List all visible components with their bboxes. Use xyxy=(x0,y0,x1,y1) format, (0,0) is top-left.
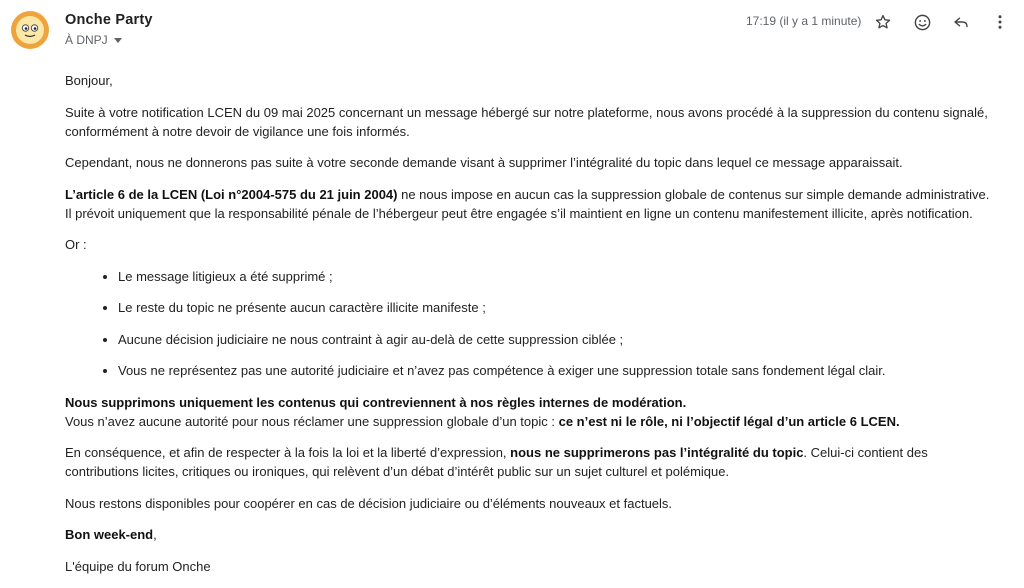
paragraph-refusal: Cependant, nous ne donnerons pas suite à votre seconde demande visant à supprimer l’intégralité du topic dans lequel ce message apparaissait. xyxy=(65,155,903,170)
conclusion-bold: nous ne supprimerons pas l’intégralité du topic xyxy=(510,445,804,460)
list-item: • Le message litigieux a été supprimé ; xyxy=(118,267,995,286)
conclusion-end: . Celui-ci contient des contributions licites, critiques ou ironiques, qui relèvent d’un débat d’intérêt public sur un sujet culturel et polémique. xyxy=(65,445,928,479)
lcen-article-text: ne nous impose en aucun cas la suppression globale de contenus sur simple demande administrative. Il prévoit uniquement que la responsabilité pénale de l’hébergeur peut être engagée s’il maintient en ligne un contenu manifestement illicite, après notification. xyxy=(65,186,990,221)
greeting: Bonjour, xyxy=(65,73,113,88)
sender-avatar[interactable] xyxy=(11,11,49,49)
signature: L'équipe du forum Onche xyxy=(65,558,211,574)
conclusion-start: En conséquence, et afin de respecter à la fois la loi et la liberté d’expression, xyxy=(65,445,511,460)
timestamp: 17:19 (il y a 1 minute) xyxy=(746,14,862,28)
more-vert-icon xyxy=(991,13,1009,31)
closing-bold: Bon week-end xyxy=(65,527,154,542)
closing xyxy=(65,525,995,544)
emoji-icon xyxy=(913,13,932,32)
closing-comma: , xyxy=(153,527,157,542)
list-item: • Le reste du topic ne présente aucun caractère illicite manifeste ; xyxy=(118,298,995,317)
moderation-policy-bold: Nous supprimons uniquement les contenus qui contreviennent à nos règles internes de modération. xyxy=(65,394,687,410)
paragraph-deletion-confirmation: Suite à votre notification LCEN du 09 mai 2025 concernant un message hébergé sur notre plateforme, nous avons procédé à la suppression du contenu signalé, conformément à notre devoir de vigilance une fois informés. xyxy=(65,104,988,139)
more-options-button[interactable] xyxy=(988,10,1012,34)
star-icon xyxy=(874,13,892,31)
sender-name: Onche Party xyxy=(65,12,153,28)
lcen-article-reference: L’article 6 de la LCEN (Loi n°2004-575 du 21 juin 2004) xyxy=(65,186,398,202)
authority-text: Vous n’avez aucune autorité pour nous réclamer une suppression globale d’un topic : xyxy=(65,413,559,429)
list-item: • Vous ne représentez pas une autorité judiciaire et n’avez pas compétence à exiger une suppression totale sans fondement légal clair. xyxy=(118,361,995,380)
list-item: • Aucune décision judiciaire ne nous contraint à agir au-delà de cette suppression ciblée ; xyxy=(118,330,995,349)
reasons-list xyxy=(65,267,995,381)
recipient-dropdown[interactable] xyxy=(65,33,122,47)
paragraph-lcen-article xyxy=(65,185,995,223)
reply-icon xyxy=(952,13,970,31)
emoji-reaction-button[interactable] xyxy=(910,10,934,34)
message-body xyxy=(65,71,995,588)
paragraph-availability: Nous restons disponibles pour coopérer en cas de décision judiciaire ou d’éléments nouveaux et factuels. xyxy=(65,495,673,511)
recipient-label: À DNPJ xyxy=(65,33,108,47)
paragraph-conclusion xyxy=(65,443,995,481)
reply-button[interactable] xyxy=(949,10,973,34)
smiley-face-avatar-icon xyxy=(14,14,46,46)
paragraph-moderation-policy xyxy=(65,393,995,431)
star-button[interactable] xyxy=(871,10,895,34)
or-label: Or : xyxy=(65,237,87,252)
chevron-down-icon xyxy=(114,38,122,43)
authority-bold: ce n’est ni le rôle, ni l’objectif légal d’un article 6 LCEN. xyxy=(558,413,900,429)
